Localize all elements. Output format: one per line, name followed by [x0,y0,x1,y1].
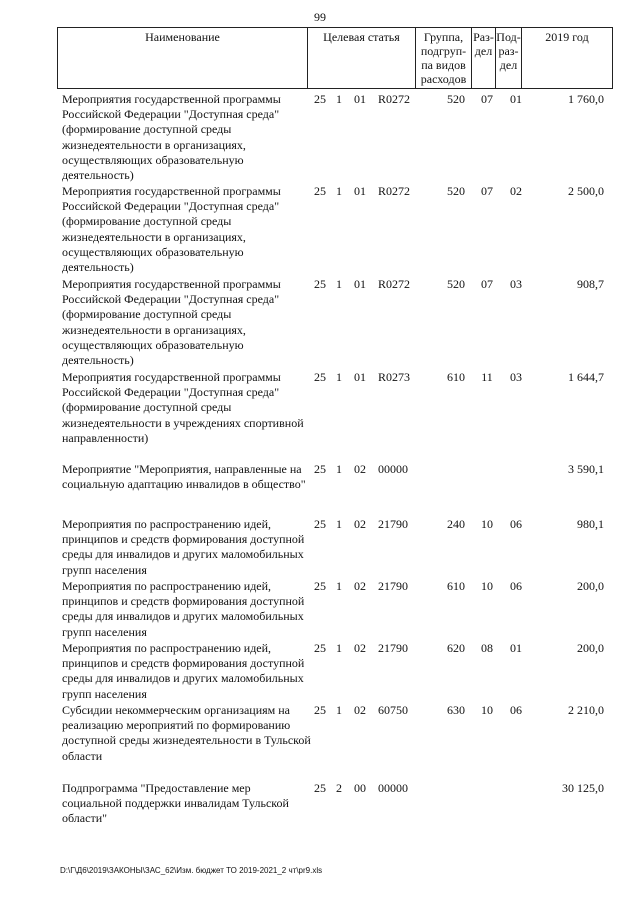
row-name: Мероприятия по распространению идей, принципов и средств формирования доступной среды для инвалидов и других маломобильных групп населения [62,641,305,701]
row-code: 00000 [378,462,408,476]
row-program: 25 [314,579,326,593]
row-subsection: 01 [510,641,522,655]
row-subprogram: 1 [336,462,342,476]
row-subsection: 01 [510,92,522,106]
row-expense-group: 610 [447,579,465,593]
row-amount: 200,0 [577,641,604,655]
row-measure: 02 [354,641,366,655]
row-measure: 02 [354,703,366,717]
row-section: 07 [481,92,493,106]
row-subsection: 06 [510,579,522,593]
row-subprogram: 1 [336,703,342,717]
row-section: 10 [481,579,493,593]
row-name: Мероприятие "Мероприятия, направленные на социальную адаптацию инвалидов в общество" [62,462,306,492]
row-subprogram: 1 [336,370,342,384]
row-code: R0273 [378,370,411,384]
row-code: 00000 [378,781,408,795]
row-name: Мероприятия государственной программы Российской Федерации "Доступная среда" (формирование доступной среды жизнедеятельности в учреждениях спортивной направленности) [62,370,304,445]
header-subsection: Под-раз-дел [496,28,522,88]
row-name: Подпрограмма "Предоставление мер социальной поддержки инвалидам Тульской области" [62,781,289,826]
header-name: Наименование [58,28,308,88]
row-section: 08 [481,641,493,655]
file-path-footer: D:\Г\Д6\2019\ЗАКОНЫ\ЗАС_62\Изм. бюджет ТО 2019-2021_2 чт\pr9.xls [60,866,323,875]
row-subsection: 06 [510,703,522,717]
row-subprogram: 1 [336,641,342,655]
row-subprogram: 1 [336,579,342,593]
row-section: 10 [481,703,493,717]
row-code: 60750 [378,703,408,717]
row-code: 21790 [378,517,408,531]
row-subprogram: 1 [336,92,342,106]
row-amount: 2 500,0 [568,184,604,198]
header-section: Раз-дел [472,28,496,88]
row-code: R0272 [378,92,411,106]
row-name: Мероприятия государственной программы Российской Федерации "Доступная среда" (формирование доступной среды жизнедеятельности в организациях, осуществляющих образовательную деятельность) [62,184,281,275]
header-group: Группа, подгруп-па видов расходов [416,28,472,88]
row-measure: 01 [354,92,366,106]
row-name: Мероприятия по распространению идей, принципов и средств формирования доступной среды для инвалидов и других маломобильных групп населения [62,579,305,639]
row-measure: 01 [354,277,366,291]
row-expense-group: 240 [447,517,465,531]
table-row [62,781,608,831]
row-measure: 02 [354,462,366,476]
row-subsection: 06 [510,517,522,531]
row-expense-group: 520 [447,277,465,291]
row-measure: 00 [354,781,366,795]
row-amount: 1 644,7 [568,370,604,384]
table-row [62,517,608,579]
row-program: 25 [314,370,326,384]
table-body [62,92,608,831]
header-target-article: Целевая статья [308,28,416,88]
row-subprogram: 1 [336,277,342,291]
row-name: Мероприятия по распространению идей, принципов и средств формирования доступной среды для инвалидов и других маломобильных групп населения [62,517,305,577]
row-name: Мероприятия государственной программы Российской Федерации "Доступная среда" (формирование доступной среды жизнедеятельности в организациях, осуществляющих образовательную деятельность) [62,92,281,183]
row-expense-group: 520 [447,92,465,106]
row-code: R0272 [378,277,411,291]
row-section: 11 [481,370,493,384]
row-name: Субсидии некоммерческим организациям на реализацию мероприятий по формированию доступной среды жизнедеятельности в Тульской области [62,703,311,763]
row-program: 25 [314,781,326,795]
row-subsection: 02 [510,184,522,198]
row-subsection: 03 [510,370,522,384]
row-section: 07 [481,184,493,198]
row-amount: 908,7 [577,277,604,291]
row-name: Мероприятия государственной программы Российской Федерации "Доступная среда" (формирование доступной среды жизнедеятельности в организациях, осуществляющих образовательную деятельность) [62,277,281,368]
row-amount: 3 590,1 [568,462,604,476]
row-section: 07 [481,277,493,291]
table-row [62,579,608,641]
row-subprogram: 2 [336,781,342,795]
row-amount: 30 125,0 [562,781,604,795]
table-row [62,277,608,370]
row-amount: 200,0 [577,579,604,593]
row-expense-group: 610 [447,370,465,384]
row-expense-group: 520 [447,184,465,198]
row-code: 21790 [378,579,408,593]
row-subsection: 03 [510,277,522,291]
row-subprogram: 1 [336,517,342,531]
row-program: 25 [314,641,326,655]
table-row [62,184,608,277]
row-expense-group: 630 [447,703,465,717]
row-expense-group: 620 [447,641,465,655]
page-number: 99 [314,10,326,24]
table-header [57,27,613,89]
table-row [62,703,608,781]
row-subprogram: 1 [336,184,342,198]
table-row [62,462,608,517]
table-row [62,370,608,462]
row-measure: 01 [354,370,366,384]
row-program: 25 [314,517,326,531]
row-program: 25 [314,277,326,291]
table-row [62,92,608,184]
row-measure: 02 [354,579,366,593]
table-row [62,641,608,703]
row-code: 21790 [378,641,408,655]
row-measure: 01 [354,184,366,198]
header-year: 2019 год [545,30,589,44]
row-amount: 1 760,0 [568,92,604,106]
row-measure: 02 [354,517,366,531]
row-section: 10 [481,517,493,531]
row-program: 25 [314,703,326,717]
row-program: 25 [314,184,326,198]
row-program: 25 [314,92,326,106]
row-code: R0272 [378,184,411,198]
row-amount: 980,1 [577,517,604,531]
row-program: 25 [314,462,326,476]
row-amount: 2 210,0 [568,703,604,717]
